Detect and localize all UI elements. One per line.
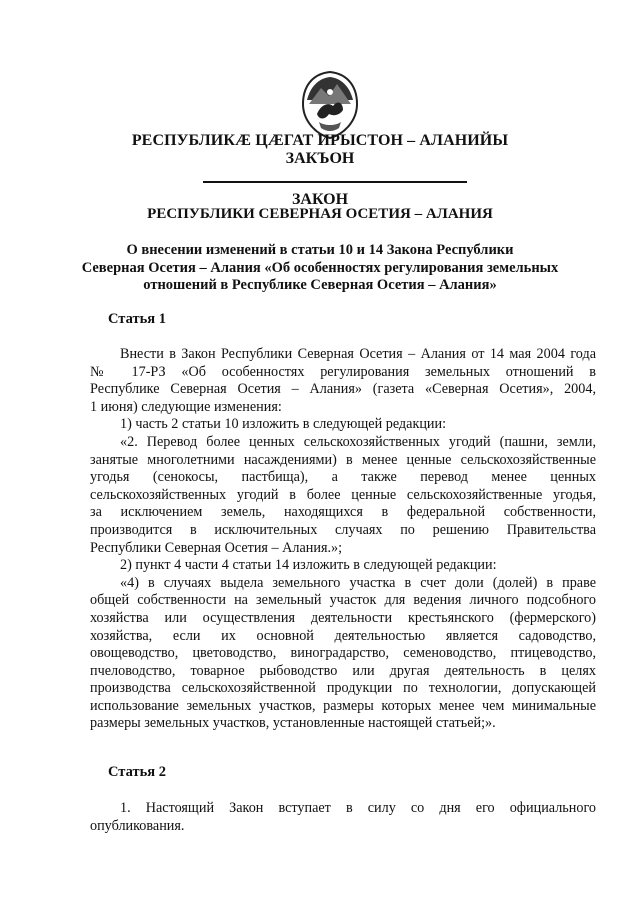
law-title-line: отношений в Республике Северная Осетия – Алания»: [143, 277, 497, 293]
text-line: за исключением земель, находящихся в федеральной собственности,: [90, 504, 596, 521]
coat-of-arms-emblem: [299, 70, 361, 140]
header-zakon-ossetian: ЗАКЪОН: [285, 150, 355, 167]
text-line: размеры земельных участков, установленные настоящей статьей;».: [90, 715, 496, 732]
article-1-body: [90, 346, 596, 733]
text-line: Республики Северная Осетия – Алания.»;: [90, 539, 343, 556]
text-line: использование земельных участков, размеры которых менее чем минимальные: [90, 697, 596, 714]
law-title-line: Северная Осетия – Алания «Об особенностях регулирования земельных: [81, 259, 559, 276]
header-republic-russian: РЕСПУБЛИКИ СЕВЕРНАЯ ОСЕТИЯ – АЛАНИЯ: [147, 206, 493, 222]
text-line: производства сельскохозяйственной продукции по технологии, допускающей: [90, 680, 596, 697]
text-line: овощеводство, цветоводство, виноградарство, семеноводство, птицеводство,: [90, 645, 596, 662]
text-line: общей собственности на земельный участок для ведения личного подсобного: [90, 592, 596, 609]
text-line: № 17-РЗ «Об особенностях регулирования земельных отношений в: [90, 363, 596, 380]
article-2-body: [90, 800, 596, 835]
article-2-heading: Статья 2: [108, 764, 166, 780]
text-line: 1) часть 2 статьи 10 изложить в следующей редакции:: [120, 416, 447, 433]
text-line: 1. Настоящий Закон вступает в силу со дня его официального: [120, 800, 596, 816]
text-line: опубликования.: [90, 817, 185, 834]
header-republic-ossetian: РЕСПУБЛИКÆ ЦÆГАТ ИРЫСТОН – АЛАНИЙЫ: [131, 132, 509, 149]
text-line: сельскохозяйственных угодий в более ценные сельскохозяйственные угодья,: [90, 486, 596, 503]
text-line: «2. Перевод более ценных сельскохозяйственных угодий (пашни, земли,: [120, 433, 596, 450]
text-line: занятые многолетними насаждениями) в менее ценные сельскохозяйственные: [90, 451, 596, 468]
text-line: хозяйства или осуществления деятельности крестьянского (фермерского): [90, 609, 596, 626]
article-1-heading: Статья 1: [108, 311, 166, 327]
header-zakon-russian: ЗАКОН: [291, 191, 349, 208]
text-line: «4) в случаях выдела земельного участка в счет доли (долей) в праве: [120, 574, 596, 591]
text-line: пчеловодство, товарное рыбоводство или другая деятельность в целях: [90, 662, 596, 679]
text-line: производится в исключительных случаях по решению Правительства: [90, 521, 596, 538]
text-line: 1 июня) следующие изменения:: [90, 398, 282, 415]
text-line: угодья (сенокосы, пастбища), а также перевод менее ценных: [90, 469, 596, 486]
text-line: 2) пункт 4 части 4 статьи 14 изложить в следующей редакции:: [120, 557, 497, 574]
header-divider: [203, 181, 467, 183]
law-title-line: О внесении изменений в статьи 10 и 14 Закона Республики: [126, 242, 514, 258]
law-title: [80, 242, 560, 295]
text-line: Республике Северная Осетия – Алания» (газета «Северная Осетия», 2004,: [90, 381, 596, 398]
text-line: Внести в Закон Республики Северная Осетия – Алания от 14 мая 2004 года: [120, 346, 596, 362]
text-line: хозяйства, если их основной деятельностью является садоводство,: [90, 627, 596, 644]
